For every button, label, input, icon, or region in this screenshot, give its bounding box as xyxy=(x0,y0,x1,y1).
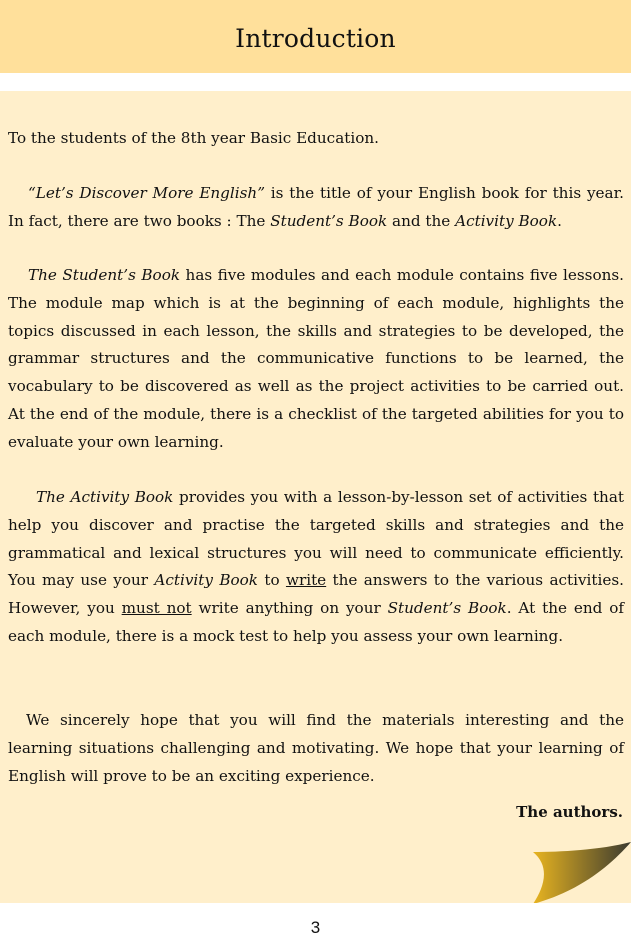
paragraph-books: “Let’s Discover More English” is the title of your English book for this year. In fact, there are two books : The Student’s Book and the Activity Book. xyxy=(8,184,624,230)
title-banner xyxy=(0,0,631,73)
paragraph-closing: We sincerely hope that you will find the materials interesting and the learning situations challenging and motivating. We hope that your learning of English will prove to be an exciting experience. xyxy=(8,711,624,785)
page-curl-icon xyxy=(520,836,631,906)
signature: The authors. xyxy=(516,803,623,821)
emphasis-must-not: must not xyxy=(121,599,192,618)
emphasis-write: write xyxy=(285,571,327,590)
paragraph-students-book: The Student’s Book has five modules and each module contains five lessons. The module map which is at the beginning of each module, highlights the topics discussed in each lesson, the skills and strategies to be developed, the grammar structures and the communicative functions to be learned, the vocabulary to be discovered as well as the project activities to be carried out. At the end of the module, there is a checklist of the targeted abilities for you to evaluate your own learning. xyxy=(8,266,624,451)
content-panel xyxy=(0,91,631,903)
paragraph-activity-book: The Activity Book provides you with a lesson-by-lesson set of activities that help you discover and practise the targeted skills and strategies and the grammatical and lexical structures you will need to communicate efficiently. You may use your Activity Book to write the answers to the various activities. However, you must not write anything on your Student’s Book. At the end of each module, there is a mock test to help you assess your own learning. xyxy=(8,488,624,645)
greeting: To the students of the 8th year Basic Education. xyxy=(8,129,379,147)
book-title: “Let’s Discover More English” xyxy=(28,184,265,202)
page-title: Introduction xyxy=(235,23,396,53)
page-number: 3 xyxy=(310,918,321,937)
